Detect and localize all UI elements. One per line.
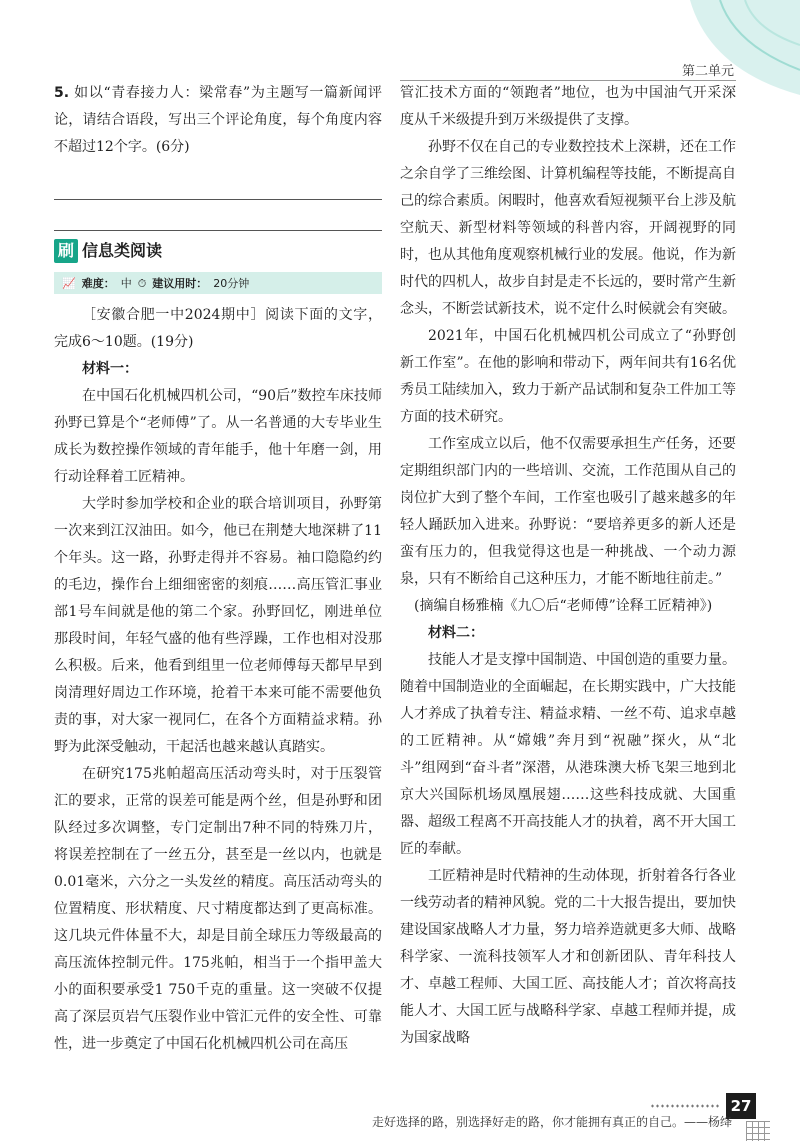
right-column bbox=[400, 80, 736, 1052]
intro: ［安徽合肥一中2024期中］阅读下面的文字，完成6～10题。(19分) bbox=[54, 307, 382, 350]
paragraph: 在中国石化机械四机公司，“90后”数控车床技师孙野已算是个“老师傅”了。从一名普通的大专毕业生成长为数控操作领域的青年能手，他十年磨一剑，用行动诠释着工匠精神。 bbox=[54, 388, 382, 485]
answer-line-2[interactable] bbox=[54, 230, 382, 231]
section-heading bbox=[54, 237, 382, 264]
paragraph: 管汇技术方面的“领跑者”地位，也为中国油气开采深度从千米级提升到万米级提供了支撑。 bbox=[400, 85, 736, 128]
page-number: 27 bbox=[726, 1093, 756, 1119]
question-text: 如以“青春接力人：梁常春”为主题写一篇新闻评论，请结合语段，写出三个评论角度，每个角度内容不超过12个字。(6分) bbox=[54, 85, 382, 155]
paragraph: 在研究175兆帕超高压活动弯头时，对于压裂管汇的要求，正常的误差可能是两个丝，但是孙野和团队经过多次调整，专门定制出7种不同的特殊刀片，将误差控制在了一丝五分，甚至是一丝以内，也就是0.01毫米，六分之一头发丝的精度。高压活动弯头的位置精度、形状精度、尺寸精度都达到了更高标准。这几块元件体量不大，却是目前全球压力等级最高的高压流体控制元件。175兆帕，相当于一个指甲盖大小的面积要承受1 750千克的重量。这一突破不仅提高了深层页岩气压裂作业中管汇元件的安全性、可靠性，进一步奠定了中国石化机械四机公司在高压 bbox=[54, 766, 382, 1052]
grid-decoration bbox=[746, 1121, 770, 1141]
paragraph: 大学时参加学校和企业的联合培训项目，孙野第一次来到江汉油田。如今，他已在荆楚大地深耕了11个年头。这一路，孙野走得并不容易。袖口隐隐约约的毛边，操作台上细细密密的刻痕……高压管汇事业部1号车间就是他的第二个家。孙野回忆，刚进单位那段时间，年轻气盛的他有些浮躁，工作也相对没那么积极。后来，他看到组里一位老师傅每天都早早到岗清理好周边工作环境，抢着干本来可能不需要他负责的事，对大家一视同仁，在各个方面精益求精。孙野为此深受触动，干起活也越来越认真踏实。 bbox=[54, 496, 382, 755]
time-value: 20分钟 bbox=[213, 276, 250, 290]
footer-quote: 走好选择的路，别选择好走的路，你才能拥有真正的自己。——杨绛 bbox=[372, 1115, 733, 1129]
section-badge: 刷 bbox=[54, 239, 78, 263]
paragraph: 2021年，中国石化机械四机公司成立了“孙野创新工作室”。在他的影响和带动下，两年间共有16名优秀员工陆续加入，致力于新产品试制和复杂工件加工等方面的技术研究。 bbox=[400, 328, 736, 425]
time-label: 建议用时： bbox=[152, 276, 208, 290]
paragraph: 工匠精神是时代精神的生动体现，折射着各行各业一线劳动者的精神风貌。党的二十大报告提出，要加快建设国家战略人才力量，努力培养造就更多大师、战略科学家、一流科技领军人才和创新团队、青年科技人才、卓越工程师、大国工匠、高技能人才；首次将高技能人才、大国工匠与战略科学家、卓越工程师并提，成为国家战略 bbox=[400, 868, 736, 1046]
info-bar bbox=[54, 272, 382, 294]
left-column bbox=[54, 80, 382, 1058]
unit-label: 第二单元 bbox=[681, 64, 734, 79]
footer-dots bbox=[650, 1103, 720, 1109]
material-1-title: 材料一： bbox=[82, 361, 138, 377]
section-title: 信息类阅读 bbox=[82, 241, 163, 260]
chart-icon: 📈 bbox=[62, 276, 76, 290]
clock-icon: ⏱ bbox=[137, 276, 147, 290]
paragraph: 孙野不仅在自己的专业数控技术上深耕，还在工作之余自学了三维绘图、计算机编程等技能，不断提高自己的综合素质。闲暇时，他喜欢看短视频平台上涉及航空航天、新型材料等领域的科普内容，开阔视野的同时，也从其他角度观察机械行业的发展。他说，作为新时代的四机人，故步自封是走不长远的，要时常产生新念头，不断尝试新技术，说不定什么时候就会有突破。 bbox=[400, 139, 736, 317]
paragraph: 技能人才是支撑中国制造、中国创造的重要力量。随着中国制造业的全面崛起，在长期实践中，广大技能人才养成了执着专注、精益求精、一丝不苟、追求卓越的工匠精神。从“嫦娥”奔月到“祝融”探火，从“北斗”组网到“奋斗者”深潜，从港珠澳大桥飞架三地到北京大兴国际机场凤凰展翅……这些科技成就、大国重器、超级工程离不开高技能人才的执着，离不开大国工匠的奉献。 bbox=[400, 652, 736, 857]
material-2-title: 材料二： bbox=[428, 625, 484, 641]
question-number: 5. bbox=[54, 85, 70, 101]
paragraph: 工作室成立以后，他不仅需要承担生产任务，还要定期组织部门内的一些培训、交流，工作范围从自己的岗位扩大到了整个车间，工作室也吸引了越来越多的年轻人踊跃加入进来。孙野说：“要培养更多的新人还是蛮有压力的，但我觉得这也是一种挑战、一个动力源泉，只有不断给自己这种压力，才能不断地往前走。” bbox=[400, 436, 736, 587]
difficulty-label: 难度： bbox=[81, 276, 115, 290]
difficulty-value: 中 bbox=[120, 276, 132, 290]
question-5 bbox=[54, 80, 382, 161]
source-citation: (摘编自杨雅楠《九〇后“老师傅”诠释工匠精神》) bbox=[414, 598, 713, 614]
